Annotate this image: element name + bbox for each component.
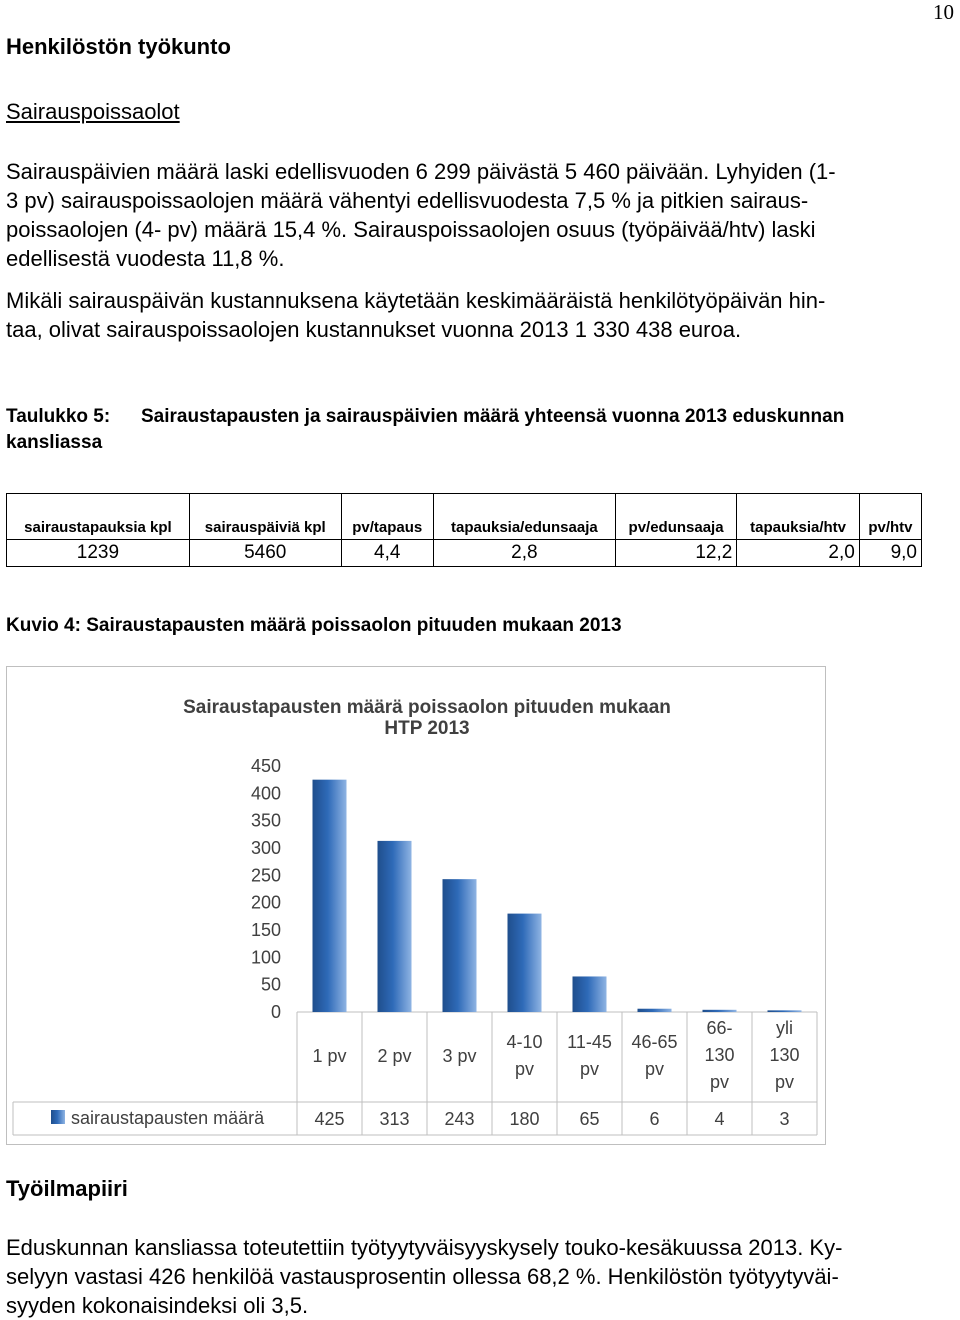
y-tick-label: 450 xyxy=(250,756,281,776)
y-tick-label: 0 xyxy=(270,1002,281,1022)
table-header-cell: tapauksia/htv xyxy=(737,494,859,540)
bar xyxy=(443,879,477,1012)
table-caption-label: Taulukko 5: xyxy=(6,406,111,427)
bar xyxy=(313,780,347,1012)
paragraph-line: taa, olivat sairauspoissaolojen kustannukset vuonna 2013 1 330 438 euroa. xyxy=(6,317,742,342)
bar xyxy=(378,841,412,1012)
table-header-row xyxy=(7,494,922,540)
paragraph-line: syyden kokonaisindeksi oli 3,5. xyxy=(6,1293,309,1318)
subsection-title-sick-leave: Sairauspoissaolot xyxy=(6,99,180,124)
legend-label: sairaustapausten määrä xyxy=(71,1108,265,1128)
y-tick-label: 150 xyxy=(250,920,281,940)
paragraph-sick-days xyxy=(6,157,951,273)
chart-svg xyxy=(7,667,827,1146)
table-header-cell: pv/htv xyxy=(859,494,921,540)
table-cell: 1239 xyxy=(7,540,190,567)
bar-chart xyxy=(6,666,826,1145)
paragraph-work-climate xyxy=(6,1233,951,1320)
bar xyxy=(703,1010,737,1012)
data-label: 3 xyxy=(779,1109,790,1129)
table-caption-text: Sairaustapausten ja sairauspäivien määrä yhteensä vuonna 2013 eduskunnan xyxy=(141,406,845,427)
y-tick-label: 50 xyxy=(260,974,281,995)
x-category-label: pv xyxy=(514,1059,535,1079)
y-tick-label: 200 xyxy=(250,892,281,913)
y-tick-label: 250 xyxy=(250,865,281,886)
table-cell: 4,4 xyxy=(341,540,433,567)
paragraph-line: Eduskunnan kansliassa toteutettiin työtyytyväisyyskysely touko-kesäkuussa 2013. Ky- xyxy=(6,1235,843,1260)
legend-swatch xyxy=(51,1110,65,1124)
paragraph-costs xyxy=(6,286,951,344)
table-caption-text-cont: kansliassa xyxy=(6,432,103,453)
table-cell: 5460 xyxy=(189,540,341,567)
paragraph-line: selyyn vastasi 426 henkilöä vastausprosentin ollessa 68,2 %. Henkilöstön työtyytyväi- xyxy=(6,1264,839,1289)
bar xyxy=(508,914,542,1012)
table-header-cell: pv/tapaus xyxy=(341,494,433,540)
table-cell: 2,8 xyxy=(433,540,615,567)
y-tick-label: 300 xyxy=(250,838,281,858)
data-label: 180 xyxy=(509,1109,540,1129)
table-cell: 12,2 xyxy=(615,540,737,567)
table-header-cell: sairauspäiviä kpl xyxy=(189,494,341,540)
x-category-label: 46-65 xyxy=(631,1032,678,1052)
section-title: Henkilöstön työkunto xyxy=(6,34,231,59)
work-climate-title: Työilmapiiri xyxy=(6,1176,128,1201)
figure-caption: Kuvio 4: Sairaustapausten määrä poissaolon pituuden mukaan 2013 xyxy=(6,615,622,636)
table-header-cell: pv/edunsaaja xyxy=(615,494,737,540)
x-category-label: pv xyxy=(644,1059,665,1079)
table-cell: 9,0 xyxy=(859,540,921,567)
y-tick-label: 400 xyxy=(250,783,281,804)
x-category-label: 3 pv xyxy=(442,1046,477,1066)
x-category-label: pv xyxy=(709,1072,730,1092)
paragraph-line: Mikäli sairauspäivän kustannuksena käytetään keskimääräistä henkilötyöpäivän hin- xyxy=(6,288,826,313)
paragraph-line: 3 pv) sairauspoissaolojen määrä vähentyi edellisvuodesta 7,5 % ja pitkien sairaus- xyxy=(6,188,809,213)
x-category-label: 130 xyxy=(704,1045,735,1065)
x-category-label: pv xyxy=(579,1059,600,1079)
x-category-label: 66- xyxy=(706,1018,733,1038)
chart-marks xyxy=(13,756,817,1135)
x-category-label: 1 pv xyxy=(312,1046,347,1066)
page-number: 10 xyxy=(933,0,954,24)
table-header-cell: sairaustapauksia kpl xyxy=(7,494,190,540)
data-label: 6 xyxy=(649,1109,660,1129)
table-caption xyxy=(6,404,951,456)
sick-leave-table xyxy=(6,493,922,567)
data-label: 65 xyxy=(579,1109,600,1129)
bar xyxy=(768,1010,802,1012)
paragraph-line: poissaolojen (4- pv) määrä 15,4 %. Sairauspoissaolojen osuus (työpäivää/htv) laski xyxy=(6,217,816,242)
y-tick-label: 350 xyxy=(250,810,281,831)
data-label: 425 xyxy=(314,1109,345,1129)
bar xyxy=(638,1009,672,1012)
paragraph-line: Sairauspäivien määrä laski edellisvuoden 6 299 päivästä 5 460 päivään. Lyhyiden (1- xyxy=(6,159,836,184)
data-label: 4 xyxy=(714,1109,725,1129)
x-category-label: pv xyxy=(774,1072,795,1092)
table-row xyxy=(7,540,922,567)
data-label: 243 xyxy=(444,1109,475,1129)
chart-title: Sairaustapausten määrä poissaolon pituuden mukaan xyxy=(183,697,671,718)
data-label: 313 xyxy=(379,1109,410,1129)
y-tick-label: 100 xyxy=(250,947,281,968)
x-category-label: 130 xyxy=(769,1045,800,1065)
x-category-label: 2 pv xyxy=(377,1046,412,1066)
x-category-label: 11-45 xyxy=(567,1032,612,1052)
table-cell: 2,0 xyxy=(737,540,859,567)
bar xyxy=(573,976,607,1012)
chart-subtitle: HTP 2013 xyxy=(384,718,470,739)
x-category-label: yli xyxy=(776,1018,793,1038)
table-header-cell: tapauksia/edunsaaja xyxy=(433,494,615,540)
paragraph-line: edellisestä vuodesta 11,8 %. xyxy=(6,246,285,271)
x-category-label: 4-10 xyxy=(506,1032,543,1052)
